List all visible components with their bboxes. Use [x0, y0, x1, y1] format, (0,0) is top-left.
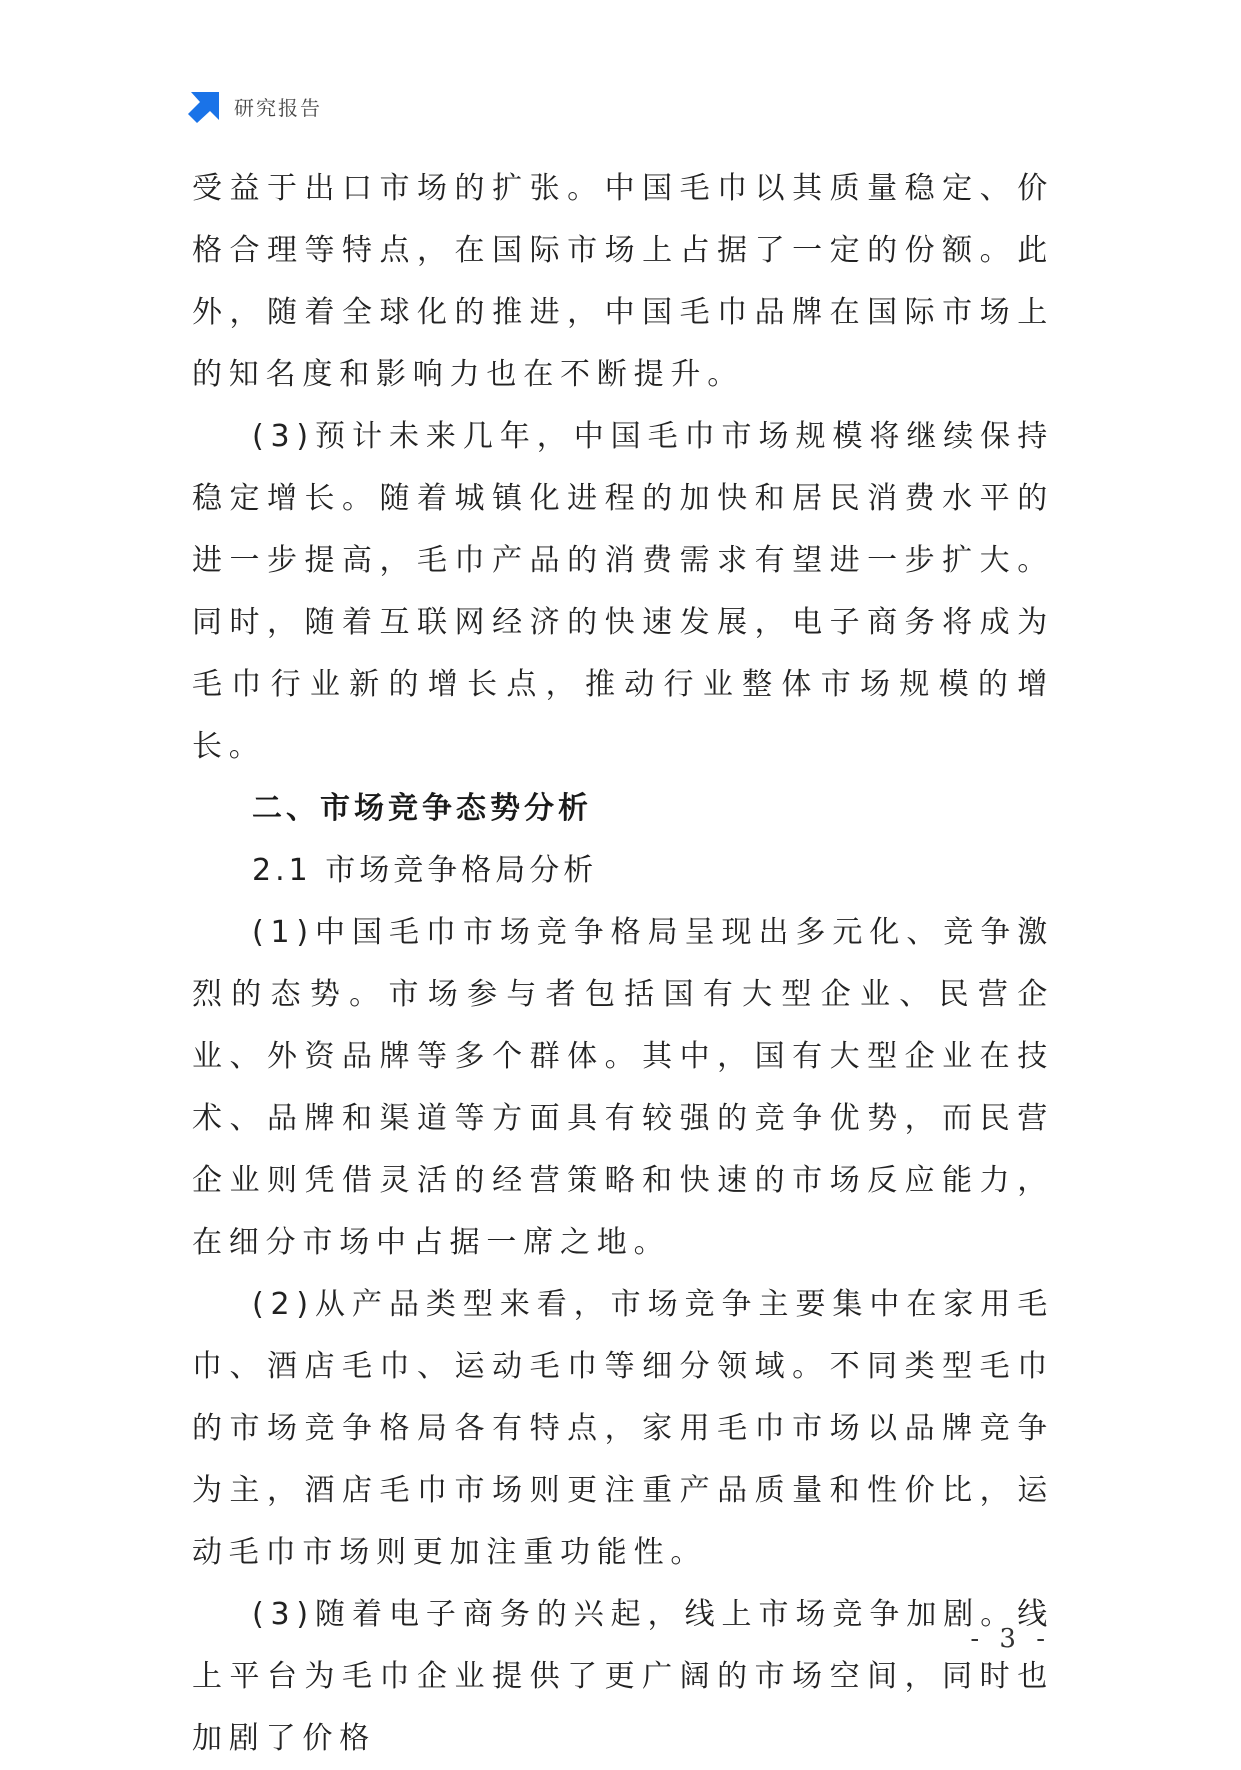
subsection-heading: 2.1 市场竞争格局分析	[252, 853, 598, 888]
document-body	[192, 158, 1054, 1770]
paragraph-market-forecast: (3)预计未来几年，中国毛巾市场规模将继续保持稳定增长。随着城镇化进程的加快和居民消费水平的进一步提高，毛巾产品的消费需求有望进一步扩大。同时，随着互联网经济的快速发展，电子商务将成为毛巾行业新的增长点，推动行业整体市场规模的增长。	[192, 419, 1054, 764]
page-header	[188, 88, 322, 124]
paragraph-ecommerce: (3)随着电子商务的兴起，线上市场竞争加剧。线上平台为毛巾企业提供了更广阔的市场空间，同时也加剧了价格	[192, 1597, 1054, 1756]
paragraph-competition-structure: (1)中国毛巾市场竞争格局呈现出多元化、竞争激烈的态势。市场参与者包括国有大型企业、民营企业、外资品牌等多个群体。其中，国有大型企业在技术、品牌和渠道等方面具有较强的竞争优势，而民营企业则凭借灵活的经营策略和快速的市场反应能力，在细分市场中占据一席之地。	[192, 915, 1054, 1260]
paragraph-product-types: (2)从产品类型来看，市场竞争主要集中在家用毛巾、酒店毛巾、运动毛巾等细分领域。不同类型毛巾的市场竞争格局各有特点，家用毛巾市场以品牌竞争为主，酒店毛巾市场则更注重产品质量和性价比，运动毛巾市场则更加注重功能性。	[192, 1287, 1054, 1570]
header-title: 研究报告	[234, 95, 322, 120]
section-heading: 二、市场竞争态势分析	[252, 791, 592, 826]
arrow-up-right-icon	[188, 89, 222, 123]
paragraph-continuation: 受益于出口市场的扩张。中国毛巾以其质量稳定、价格合理等特点，在国际市场上占据了一定的份额。此外，随着全球化的推进，中国毛巾品牌在国际市场上的知名度和影响力也在不断提升。	[192, 171, 1054, 392]
page-number: - 3 -	[970, 1624, 1051, 1654]
